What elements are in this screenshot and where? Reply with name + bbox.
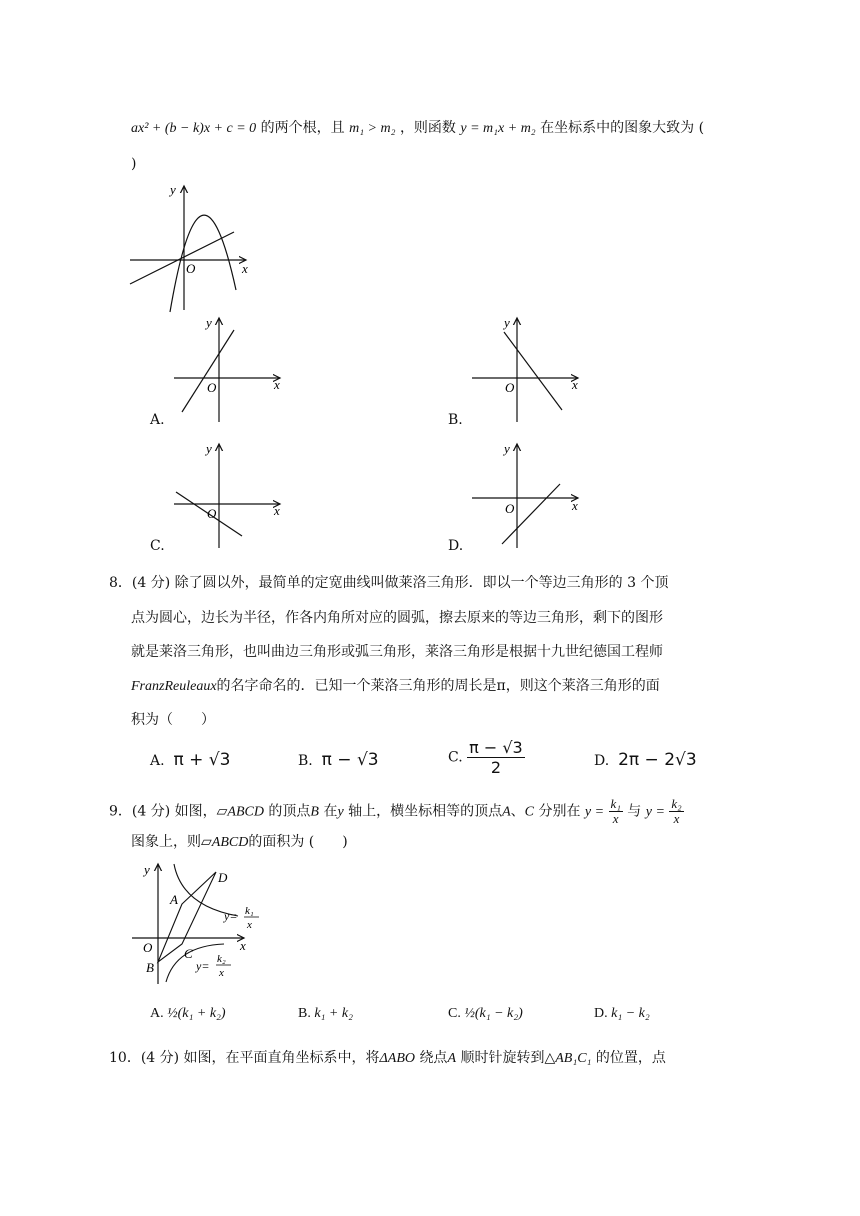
q8-option-a[interactable]: A. π + √3 — [150, 750, 231, 770]
q8-stem-line5: 积为（ ） — [131, 712, 215, 728]
q8-option-b[interactable]: B. π − √3 — [298, 750, 379, 770]
q7-function: y = m₁x + m₂ — [460, 121, 536, 136]
q9-figure — [128, 858, 268, 986]
svg-text:y=: y= — [224, 909, 238, 923]
q7-option-b-graph[interactable] — [470, 312, 588, 424]
q7-stem-line2: ) — [131, 156, 137, 172]
q7-option-a-label[interactable]: A. — [150, 412, 165, 428]
q8-name: FranzReuleaux — [131, 679, 217, 694]
q7-option-b-label[interactable]: B. — [448, 412, 463, 428]
svg-text:y: y — [144, 862, 150, 877]
parabola-curve — [170, 215, 236, 312]
svg-text:O: O — [143, 940, 153, 955]
svg-text:x: x — [572, 377, 578, 392]
svg-text:x: x — [247, 919, 252, 931]
q8-stem-line3: 就是莱洛三角形，也叫曲边三角形或弧三角形，莱洛三角形是根据十九世纪德国工程师 — [131, 644, 663, 660]
q7-main-figure — [128, 180, 258, 315]
svg-text:x: x — [274, 503, 280, 518]
svg-text:x: x — [240, 938, 246, 953]
line-graph — [130, 232, 234, 284]
q9-stem-line1: 9．(4 分) 如图，▱ABCD 的顶点B 在y 轴上，横坐标相等的顶点A、C 分别在 y = $\frac{\text{k₁}}{x}$ 与 y = $\frac{\text{k₂}}{x}$ — [109, 796, 682, 826]
svg-text:O: O — [505, 501, 515, 516]
q7-option-c-graph[interactable] — [172, 438, 290, 550]
svg-text:B: B — [146, 960, 154, 975]
svg-text:y=: y= — [196, 959, 210, 973]
svg-text:O: O — [207, 380, 217, 395]
svg-text:x: x — [572, 498, 578, 513]
option-b-line — [504, 332, 562, 410]
q8-stem-line4 — [131, 676, 660, 697]
x-label: x — [242, 261, 248, 276]
svg-text:x: x — [219, 967, 224, 979]
q7-text-a: 的两个根，且 — [260, 120, 345, 136]
q7-text-c: 在坐标系中的图象大致为 ( — [540, 120, 705, 136]
svg-text:x: x — [274, 377, 280, 392]
q9-option-d[interactable]: D. k₁ − k₂ — [594, 1006, 650, 1021]
svg-text:k₂: k₂ — [217, 953, 226, 965]
q8-stem-line1: 8．(4 分) 除了圆以外，最简单的定宽曲线叫做莱洛三角形．即以一个等边三角形的 3 个顶 — [109, 575, 669, 591]
svg-text:O: O — [505, 380, 515, 395]
q9-stem-line2: 图象上，则▱ABCD的面积为 ( ) — [131, 834, 348, 850]
q9-option-c[interactable]: C. ½(k₁ − k₂) — [448, 1006, 523, 1021]
svg-text:k₁: k₁ — [245, 905, 254, 917]
svg-text:y: y — [504, 315, 510, 330]
q8-line4-rest: 的名字命名的．已知一个莱洛三角形的周长是π，则这个莱洛三角形的面 — [216, 678, 660, 694]
q10-stem-line1: 10．(4 分) 如图，在平面直角坐标系中，将ΔABO 绕点A 顺时针旋转到△AB₁C₁ 的位置，点 — [109, 1050, 666, 1066]
svg-text:y: y — [504, 441, 510, 456]
q8-option-d[interactable]: D. 2π − 2√3 — [594, 750, 697, 770]
q7-option-a-graph[interactable] — [172, 312, 290, 424]
option-a-line — [182, 330, 234, 412]
origin-label: O — [186, 261, 196, 276]
y-label: y — [170, 182, 176, 197]
q7-equation: ax² + (b − k)x + c = 0 — [131, 121, 257, 136]
q7-text-b: ，则函数 — [399, 120, 456, 136]
svg-text:C: C — [184, 946, 193, 961]
svg-text:y: y — [206, 315, 212, 330]
svg-text:A: A — [170, 892, 178, 907]
q7-option-c-label[interactable]: C. — [150, 538, 165, 554]
svg-text:y: y — [206, 441, 212, 456]
q7-condition: m₁ > m₂ — [349, 121, 396, 136]
q7-option-d-graph[interactable] — [470, 438, 588, 550]
q8-option-c[interactable]: C. $\frac{\pi - √3}{2}$ — [448, 738, 523, 777]
q9-option-b[interactable]: B. k₁ + k₂ — [298, 1006, 353, 1021]
q7-option-d-label[interactable]: D. — [448, 538, 464, 554]
svg-text:D: D — [218, 870, 228, 885]
q8-stem-line2: 点为圆心，边长为半径，作各内角所对应的圆弧，擦去原来的等边三角形，剩下的图形 — [131, 610, 663, 626]
q7-stem-line1 — [131, 118, 704, 139]
q9-option-a[interactable]: A. ½(k₁ + k₂) — [150, 1006, 226, 1021]
svg-text:O: O — [207, 506, 217, 521]
